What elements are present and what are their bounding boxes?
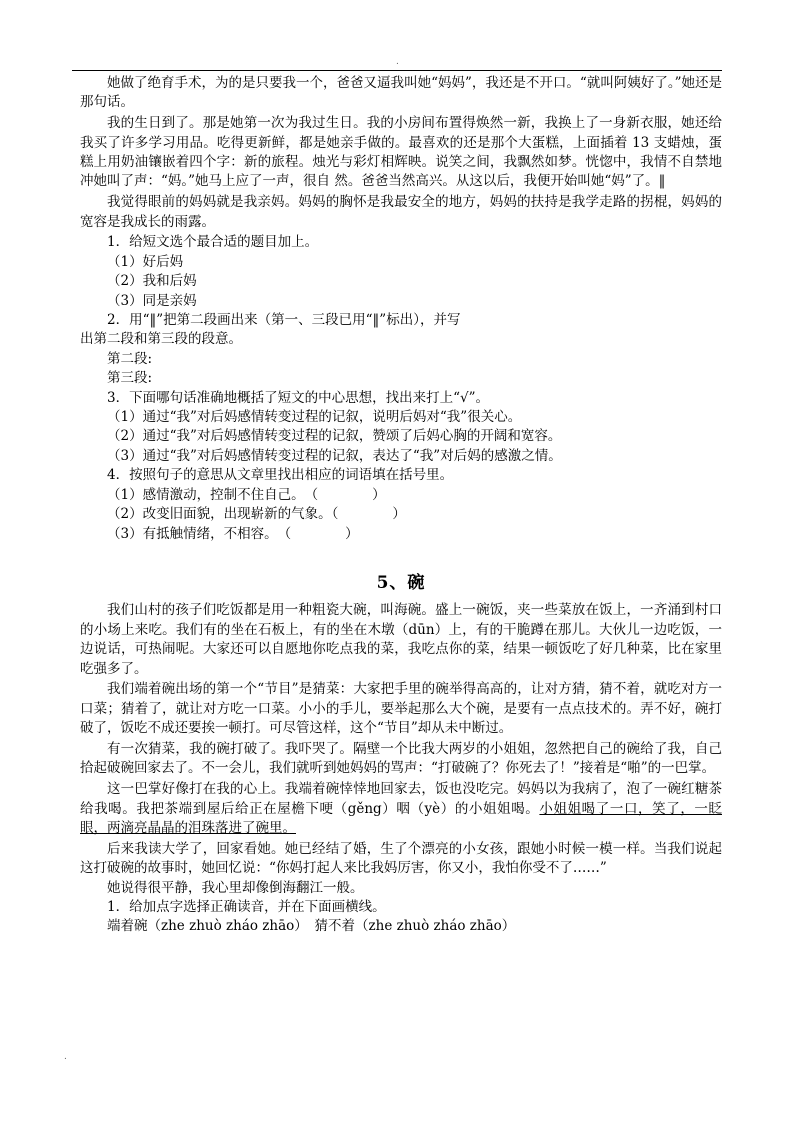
question-3-option: （3）通过“我”对后妈感情转变过程的记叙，表达了“我”对后妈的感激之情。 [107,447,562,464]
underlined-sentence: 小姐姐喝了一口，笑了，一眨眼，两滴亮晶晶的泪珠落进了碗里。 [80,800,722,836]
question-4-option: （3）有抵触情绪，不相容。 （ ） [107,525,359,542]
footer-dot: . [64,1052,67,1062]
header-rule [72,70,722,71]
question-1-option: （3）同是亲妈 [107,292,197,309]
question-4-option: （1）感情激动，控制不住自己。 （ ） [107,486,386,503]
passage1-paragraph-2: 我的生日到了。那是她第一次为我过生日。我的小房间布置得焕然一新，我换上了一身新衣服，她还给我买了许多学习用品。吃得更新鲜，都是她亲手做的。最喜欢的还是那个大蛋糕，上面插着 13 支蜡烛，蛋糕上用奶油镶嵌着四个字：新的旅程。烛光与彩灯相辉映。说笑之间，我飘然如梦。恍惚中，我情不自禁地冲她叫了声：“妈。”她马上应了一声，很自 然。爸爸当然高兴。从这以后，我便开始叫她“妈”了。‖ [80,115,722,190]
question-2-continued: 出第二段和第三段的段意。 [80,331,242,348]
passage2-paragraph-5: 后来我读大学了，回家看她。她已经结了婚，生了个漂亮的小女孩，跟她小时候一模一样。当我们说起这打破碗的故事时，她回忆说：“你妈打起人来比我妈厉害，你又小，我怕你受不了……” [80,840,722,877]
section-title: 5、碗 [376,572,426,593]
question-3-option: （1）通过“我”对后妈感情转变过程的记叙，说明后妈对“我”很关心。 [107,409,522,426]
question-4-option: （2）改变旧面貌，出现崭新的气象。（ ） [107,506,406,523]
document-body [80,74,722,937]
question-3: 3．下面哪句话准确地概括了短文的中心思想，找出来打上“√”。 [107,389,489,406]
question-2: 2．用“‖”把第二段画出来（第一、三段已用“‖”标出），并写 [107,312,461,329]
passage1-paragraph-1: 她做了绝育手术，为的是只要我一个，爸爸又逼我叫她“妈妈”，我还是不开口。“就叫阿姨好了。”她还是那句话。 [80,75,722,111]
passage2-paragraph-2: 我们端着碗出场的第一个“节目”是猜菜：大家把手里的碗举得高高的，让对方猜，猜不着，就吃对方一口菜；猜着了，就让对方吃一口菜。小小的手儿，要举起那么大个碗，是要有一点点技术的。弄不好，碗打破了，饭吃不成还要挨一顿打。可尽管这样，这个“节目”却从未中断过。 [80,681,722,737]
question-4: 4．按照句子的意思从文章里找出相应的词语填在括号里。 [107,467,454,484]
question-5-1: 1．给加点字选择正确读音，并在下面画横线。 [107,898,386,915]
header-dot: . [396,57,399,67]
question-1: 1．给短文选个最合适的题目加上。 [107,234,319,251]
question-1-option: （2）我和后妈 [107,273,197,290]
passage2-paragraph-6: 她说得很平静，我心里却像倒海翻江一般。 [107,879,364,896]
question-1-option: （1）好后妈 [107,253,184,270]
answer-line-paragraph-3: 第三段: [107,370,153,387]
question-3-option: （2）通过“我”对后妈感情转变过程的记叙，赞颂了后妈心胸的开阔和宽容。 [107,428,562,445]
passage2-paragraph-4 [80,780,722,838]
passage1-paragraph-3: 我觉得眼前的妈妈就是我亲妈。妈妈的胸怀是我最安全的地方，妈妈的扶持是我学走路的拐棍，妈妈的宽容是我成长的雨露。 [80,194,722,230]
pronunciation-choices: 端着碗（zhe zhuò zháo zhāo） 猜不着（zhe zhuò zháo zhāo） [107,918,516,935]
answer-line-paragraph-2: 第二段: [107,350,153,367]
passage2-paragraph-1: 我们山村的孩子们吃饭都是用一种粗瓷大碗，叫海碗。盛上一碗饭，夹一些菜放在饭上，一齐涌到村口的小场上来吃。我们有的坐在石板上，有的坐在木墩（dūn）上，有的干脆蹲在那儿。大伙儿一边吃饭，一边说话，可热闹呢。大家还可以自愿地你吃点我的菜，我吃点你的菜，结果一顿饭吃了好几种菜，比在家里吃强多了。 [80,602,722,677]
passage2-paragraph-3: 有一次猜菜，我的碗打破了。我吓哭了。隔壁一个比我大两岁的小姐姐，忽然把自己的碗给了我，自己拾起破碗回家去了。不一会儿，我们就听到她妈妈的骂声：“打破碗了？你死去了！”接着是“啪”的一巴掌。 [80,740,722,777]
paragraph-4-text: 这一巴掌好像打在我的心上。我端着碗悻悻地回家去，饭也没吃完。妈妈以为我病了，泡了一碗红糖茶给我喝。我把茶端到屋后给正在屋檐下哽（gěng）咽（yè）的小姐姐喝。 [80,781,722,817]
